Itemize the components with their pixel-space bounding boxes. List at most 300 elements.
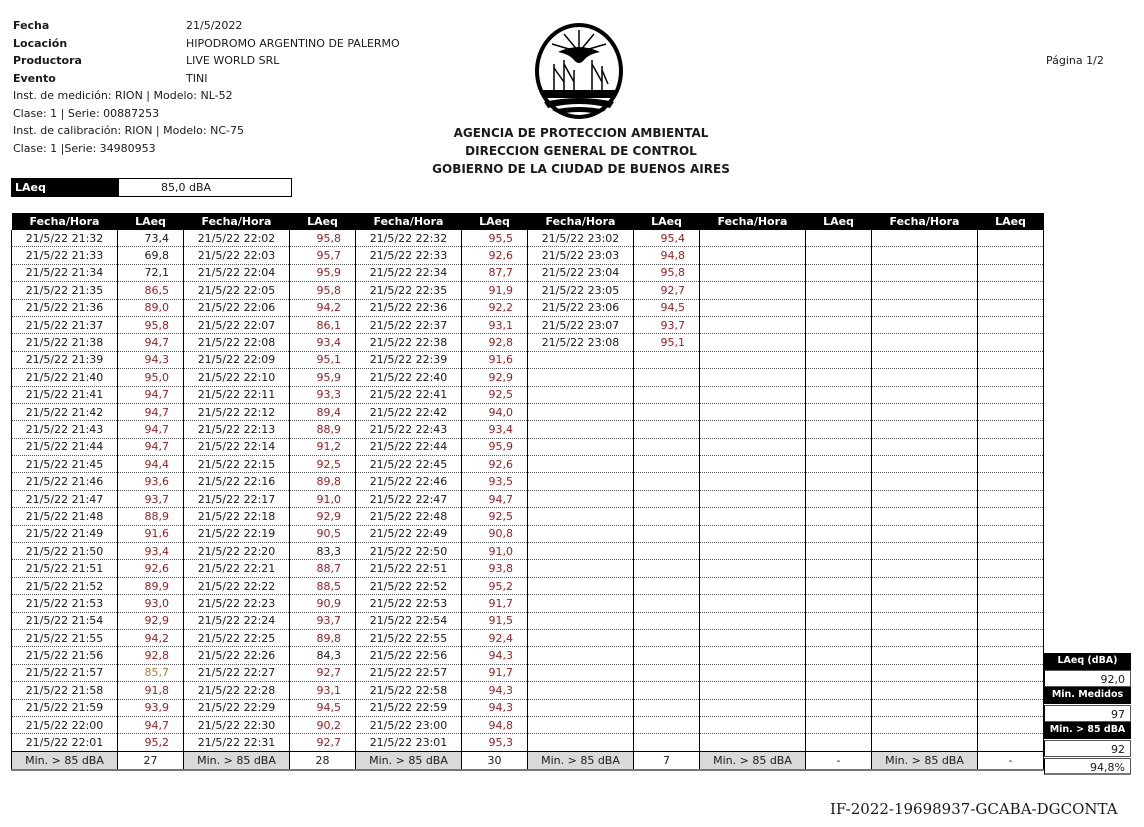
laeq-cell: 92,8 bbox=[462, 334, 528, 351]
laeq-cell: 94,8 bbox=[462, 716, 528, 733]
datetime-cell: 21/5/22 22:37 bbox=[356, 316, 462, 333]
laeq-cell: 95,8 bbox=[118, 316, 184, 333]
datetime-cell: 21/5/22 22:16 bbox=[184, 473, 290, 490]
min-above-count: 27 bbox=[118, 751, 184, 770]
datetime-cell: 21/5/22 23:05 bbox=[528, 282, 634, 299]
laeq-total-label: LAeq (dBA) bbox=[1044, 653, 1131, 670]
min-above-count: 30 bbox=[462, 751, 528, 770]
datetime-cell bbox=[700, 403, 806, 420]
min-above-label: Min. > 85 dBA bbox=[528, 751, 634, 770]
table-row bbox=[12, 438, 1044, 455]
laeq-cell: 93,4 bbox=[118, 543, 184, 560]
datetime-cell bbox=[528, 647, 634, 664]
datetime-cell: 21/5/22 21:48 bbox=[12, 508, 118, 525]
datetime-cell: 21/5/22 21:52 bbox=[12, 577, 118, 594]
laeq-cell: 93,7 bbox=[290, 612, 356, 629]
buenos-aires-coat-of-arms-icon bbox=[534, 22, 624, 120]
table-row bbox=[12, 734, 1044, 751]
laeq-cell bbox=[806, 316, 872, 333]
min-above-count: - bbox=[978, 751, 1044, 770]
datetime-cell: 21/5/22 22:46 bbox=[356, 473, 462, 490]
datetime-cell: 21/5/22 22:43 bbox=[356, 421, 462, 438]
datetime-cell: 21/5/22 22:27 bbox=[184, 664, 290, 681]
datetime-cell: 21/5/22 21:51 bbox=[12, 560, 118, 577]
table-row bbox=[12, 490, 1044, 507]
min-above-count: - bbox=[806, 751, 872, 770]
table-row bbox=[12, 682, 1044, 699]
mangrullo-box bbox=[11, 178, 292, 211]
datetime-cell: 21/5/22 22:14 bbox=[184, 438, 290, 455]
datetime-cell: 21/5/22 23:07 bbox=[528, 316, 634, 333]
datetime-cell bbox=[872, 577, 978, 594]
laeq-cell: 85,7 bbox=[118, 664, 184, 681]
datetime-cell: 21/5/22 23:01 bbox=[356, 734, 462, 751]
instrument-line: Clase: 1 | Serie: 00887253 bbox=[13, 106, 160, 120]
laeq-cell: 92,5 bbox=[290, 456, 356, 473]
column-header-laeq: LAeq bbox=[290, 213, 356, 230]
laeq-cell: 89,9 bbox=[118, 577, 184, 594]
laeq-cell bbox=[806, 716, 872, 733]
laeq-cell bbox=[978, 508, 1044, 525]
laeq-cell bbox=[634, 508, 700, 525]
laeq-cell: 87,7 bbox=[462, 264, 528, 281]
laeq-cell bbox=[634, 456, 700, 473]
datetime-cell bbox=[700, 264, 806, 281]
laeq-cell: 72,1 bbox=[118, 264, 184, 281]
info-productora: Productora LIVE WORLD SRL bbox=[13, 54, 280, 67]
laeq-cell: 90,2 bbox=[290, 716, 356, 733]
laeq-cell bbox=[806, 508, 872, 525]
column-header-datetime: Fecha/Hora bbox=[528, 213, 634, 230]
laeq-cell: 93,0 bbox=[118, 595, 184, 612]
laeq-cell: 92,5 bbox=[462, 386, 528, 403]
datetime-cell bbox=[700, 577, 806, 594]
laeq-cell: 90,9 bbox=[290, 595, 356, 612]
datetime-cell bbox=[700, 334, 806, 351]
datetime-cell: 21/5/22 22:38 bbox=[356, 334, 462, 351]
laeq-cell: 94,4 bbox=[118, 456, 184, 473]
laeq-cell: 94,7 bbox=[462, 490, 528, 507]
datetime-cell bbox=[528, 508, 634, 525]
laeq-cell bbox=[806, 247, 872, 264]
datetime-cell: 21/5/22 21:40 bbox=[12, 369, 118, 386]
table-row bbox=[12, 543, 1044, 560]
datetime-cell: 21/5/22 21:49 bbox=[12, 525, 118, 542]
datetime-cell: 21/5/22 22:05 bbox=[184, 282, 290, 299]
table-row bbox=[12, 334, 1044, 351]
laeq-cell bbox=[806, 299, 872, 316]
datetime-cell: 21/5/22 22:39 bbox=[356, 351, 462, 368]
laeq-cell: 89,8 bbox=[290, 473, 356, 490]
datetime-cell bbox=[700, 473, 806, 490]
laeq-cell bbox=[634, 421, 700, 438]
datetime-cell: 21/5/22 21:50 bbox=[12, 543, 118, 560]
datetime-cell bbox=[528, 386, 634, 403]
datetime-cell: 21/5/22 22:58 bbox=[356, 682, 462, 699]
laeq-cell bbox=[978, 682, 1044, 699]
table-row bbox=[12, 664, 1044, 681]
datetime-cell: 21/5/22 22:34 bbox=[356, 264, 462, 281]
laeq-cell: 92,9 bbox=[290, 508, 356, 525]
datetime-cell: 21/5/22 22:44 bbox=[356, 438, 462, 455]
table-row bbox=[12, 629, 1044, 646]
laeq-cell bbox=[634, 647, 700, 664]
min-above-label: Min. > 85 dBA bbox=[700, 751, 806, 770]
datetime-cell bbox=[528, 629, 634, 646]
laeq-cell bbox=[978, 647, 1044, 664]
datetime-cell: 21/5/22 22:19 bbox=[184, 525, 290, 542]
laeq-cell: 94,2 bbox=[118, 629, 184, 646]
datetime-cell bbox=[700, 560, 806, 577]
datetime-cell: 21/5/22 22:55 bbox=[356, 629, 462, 646]
datetime-cell bbox=[700, 682, 806, 699]
column-header-datetime: Fecha/Hora bbox=[872, 213, 978, 230]
laeq-cell: 93,9 bbox=[118, 699, 184, 716]
laeq-cell: 93,5 bbox=[462, 473, 528, 490]
datetime-cell: 21/5/22 21:46 bbox=[12, 473, 118, 490]
laeq-cell: 91,0 bbox=[290, 490, 356, 507]
datetime-cell: 21/5/22 22:41 bbox=[356, 386, 462, 403]
datetime-cell: 21/5/22 22:57 bbox=[356, 664, 462, 681]
table-row bbox=[12, 351, 1044, 368]
laeq-cell: 93,6 bbox=[118, 473, 184, 490]
column-header-datetime: Fecha/Hora bbox=[184, 213, 290, 230]
datetime-cell bbox=[872, 664, 978, 681]
datetime-cell bbox=[528, 473, 634, 490]
laeq-cell: 95,8 bbox=[290, 282, 356, 299]
datetime-cell bbox=[528, 403, 634, 420]
laeq-cell: 91,8 bbox=[118, 682, 184, 699]
laeq-cell: 94,8 bbox=[634, 247, 700, 264]
laeq-cell bbox=[978, 316, 1044, 333]
laeq-cell: 93,7 bbox=[634, 316, 700, 333]
laeq-cell: 95,9 bbox=[462, 438, 528, 455]
laeq-cell bbox=[634, 386, 700, 403]
laeq-cell: 89,0 bbox=[118, 299, 184, 316]
datetime-cell bbox=[528, 490, 634, 507]
laeq-cell: 94,7 bbox=[118, 438, 184, 455]
laeq-cell bbox=[978, 612, 1044, 629]
laeq-cell bbox=[634, 612, 700, 629]
laeq-cell: 69,8 bbox=[118, 247, 184, 264]
datetime-cell: 21/5/22 22:28 bbox=[184, 682, 290, 699]
datetime-cell bbox=[700, 734, 806, 751]
table-row bbox=[12, 369, 1044, 386]
laeq-cell bbox=[806, 734, 872, 751]
datetime-cell: 21/5/22 22:48 bbox=[356, 508, 462, 525]
laeq-cell bbox=[806, 438, 872, 455]
datetime-cell bbox=[700, 647, 806, 664]
datetime-cell bbox=[700, 230, 806, 247]
laeq-cell: 94,5 bbox=[290, 699, 356, 716]
datetime-cell bbox=[700, 247, 806, 264]
datetime-cell: 21/5/22 23:02 bbox=[528, 230, 634, 247]
datetime-cell: 21/5/22 22:04 bbox=[184, 264, 290, 281]
datetime-cell: 21/5/22 22:52 bbox=[356, 577, 462, 594]
table-row bbox=[12, 316, 1044, 333]
datetime-cell bbox=[872, 560, 978, 577]
laeq-cell: 94,3 bbox=[462, 699, 528, 716]
laeq-cell: 94,0 bbox=[462, 403, 528, 420]
laeq-cell bbox=[806, 664, 872, 681]
laeq-cell: 93,1 bbox=[290, 682, 356, 699]
datetime-cell bbox=[872, 438, 978, 455]
datetime-cell bbox=[700, 525, 806, 542]
datetime-cell bbox=[872, 456, 978, 473]
datetime-cell: 21/5/22 21:42 bbox=[12, 403, 118, 420]
datetime-cell bbox=[872, 716, 978, 733]
laeq-cell: 94,7 bbox=[118, 386, 184, 403]
laeq-cell bbox=[978, 282, 1044, 299]
laeq-cell bbox=[806, 421, 872, 438]
laeq-cell bbox=[806, 334, 872, 351]
laeq-cell bbox=[634, 595, 700, 612]
table-row bbox=[12, 264, 1044, 281]
laeq-cell: 73,4 bbox=[118, 230, 184, 247]
minutes-above-percent: 94,8% bbox=[1044, 758, 1131, 775]
datetime-cell bbox=[872, 421, 978, 438]
laeq-cell: 93,4 bbox=[462, 421, 528, 438]
datetime-cell: 21/5/22 21:56 bbox=[12, 647, 118, 664]
laeq-cell: 91,7 bbox=[462, 595, 528, 612]
laeq-cell: 92,4 bbox=[462, 629, 528, 646]
datetime-cell: 21/5/22 21:58 bbox=[12, 682, 118, 699]
datetime-cell: 21/5/22 23:04 bbox=[528, 264, 634, 281]
laeq-cell: 95,4 bbox=[634, 230, 700, 247]
laeq-cell: 83,3 bbox=[290, 543, 356, 560]
datetime-cell: 21/5/22 21:33 bbox=[12, 247, 118, 264]
datetime-cell bbox=[528, 456, 634, 473]
datetime-cell bbox=[872, 316, 978, 333]
laeq-cell bbox=[978, 699, 1044, 716]
minutes-above-label: Min. > 85 dBA bbox=[1044, 722, 1131, 739]
table-row bbox=[12, 508, 1044, 525]
laeq-cell bbox=[634, 438, 700, 455]
laeq-cell: 86,1 bbox=[290, 316, 356, 333]
datetime-cell bbox=[872, 369, 978, 386]
table-row bbox=[12, 282, 1044, 299]
datetime-cell: 21/5/22 23:00 bbox=[356, 716, 462, 733]
datetime-cell bbox=[700, 386, 806, 403]
laeq-cell bbox=[978, 456, 1044, 473]
datetime-cell bbox=[872, 247, 978, 264]
column-header-laeq: LAeq bbox=[634, 213, 700, 230]
laeq-cell: 94,7 bbox=[118, 403, 184, 420]
laeq-cell bbox=[634, 473, 700, 490]
laeq-cell bbox=[978, 490, 1044, 507]
laeq-cell bbox=[634, 682, 700, 699]
laeq-cell: 89,4 bbox=[290, 403, 356, 420]
laeq-cell: 91,0 bbox=[462, 543, 528, 560]
laeq-cell: 93,8 bbox=[462, 560, 528, 577]
datetime-cell bbox=[700, 716, 806, 733]
datetime-cell: 21/5/22 21:43 bbox=[12, 421, 118, 438]
laeq-cell bbox=[634, 577, 700, 594]
datetime-cell bbox=[700, 508, 806, 525]
datetime-cell: 21/5/22 22:59 bbox=[356, 699, 462, 716]
datetime-cell bbox=[872, 490, 978, 507]
laeq-cell bbox=[806, 282, 872, 299]
laeq-cell bbox=[978, 438, 1044, 455]
datetime-cell: 21/5/22 21:44 bbox=[12, 438, 118, 455]
laeq-cell: 93,4 bbox=[290, 334, 356, 351]
datetime-cell: 21/5/22 21:35 bbox=[12, 282, 118, 299]
laeq-cell: 88,5 bbox=[290, 577, 356, 594]
datetime-cell: 21/5/22 22:02 bbox=[184, 230, 290, 247]
datetime-cell: 21/5/22 21:59 bbox=[12, 699, 118, 716]
datetime-cell: 21/5/22 22:50 bbox=[356, 543, 462, 560]
laeq-cell: 95,5 bbox=[462, 230, 528, 247]
laeq-cell bbox=[978, 473, 1044, 490]
datetime-cell: 21/5/22 22:20 bbox=[184, 543, 290, 560]
table-row bbox=[12, 403, 1044, 420]
laeq-cell bbox=[806, 264, 872, 281]
datetime-cell: 21/5/22 22:36 bbox=[356, 299, 462, 316]
laeq-cell bbox=[806, 525, 872, 542]
datetime-cell: 21/5/22 22:51 bbox=[356, 560, 462, 577]
laeq-cell bbox=[978, 264, 1044, 281]
column-header-laeq: LAeq bbox=[978, 213, 1044, 230]
laeq-cell bbox=[634, 351, 700, 368]
datetime-cell bbox=[872, 230, 978, 247]
datetime-cell bbox=[872, 647, 978, 664]
datetime-cell: 21/5/22 22:01 bbox=[12, 734, 118, 751]
datetime-cell: 21/5/22 22:24 bbox=[184, 612, 290, 629]
instrument-line: Inst. de calibración: RION | Modelo: NC-75 bbox=[13, 124, 244, 137]
table-row bbox=[12, 299, 1044, 316]
datetime-cell bbox=[700, 282, 806, 299]
agency-name bbox=[420, 124, 742, 178]
laeq-cell: 95,1 bbox=[634, 334, 700, 351]
table-row bbox=[12, 577, 1044, 594]
datetime-cell: 21/5/22 22:08 bbox=[184, 334, 290, 351]
laeq-cell bbox=[806, 629, 872, 646]
datetime-cell: 21/5/22 22:32 bbox=[356, 230, 462, 247]
datetime-cell: 21/5/22 21:55 bbox=[12, 629, 118, 646]
datetime-cell: 21/5/22 22:42 bbox=[356, 403, 462, 420]
laeq-cell: 92,6 bbox=[462, 456, 528, 473]
laeq-cell: 91,6 bbox=[462, 351, 528, 368]
min-above-label: Min. > 85 dBA bbox=[12, 751, 118, 770]
datetime-cell bbox=[528, 734, 634, 751]
laeq-cell bbox=[978, 716, 1044, 733]
laeq-cell: 94,3 bbox=[118, 351, 184, 368]
summary-row bbox=[12, 751, 1044, 770]
laeq-cell: 91,5 bbox=[462, 612, 528, 629]
datetime-cell bbox=[528, 682, 634, 699]
datetime-cell bbox=[528, 699, 634, 716]
laeq-cell: 95,8 bbox=[290, 230, 356, 247]
datetime-cell bbox=[700, 629, 806, 646]
table-row bbox=[12, 230, 1044, 247]
datetime-cell bbox=[528, 595, 634, 612]
datetime-cell: 21/5/22 22:21 bbox=[184, 560, 290, 577]
datetime-cell: 21/5/22 22:18 bbox=[184, 508, 290, 525]
laeq-cell bbox=[978, 543, 1044, 560]
datetime-cell: 21/5/22 22:25 bbox=[184, 629, 290, 646]
datetime-cell bbox=[872, 334, 978, 351]
document-id: IF-2022-19698937-GCABA-DGCONTA bbox=[830, 800, 1118, 818]
measurements-table bbox=[11, 213, 1044, 771]
datetime-cell: 21/5/22 21:34 bbox=[12, 264, 118, 281]
datetime-cell bbox=[872, 525, 978, 542]
laeq-cell: 95,9 bbox=[290, 264, 356, 281]
datetime-cell bbox=[700, 438, 806, 455]
laeq-cell bbox=[634, 403, 700, 420]
min-above-label: Min. > 85 dBA bbox=[184, 751, 290, 770]
datetime-cell: 21/5/22 22:35 bbox=[356, 282, 462, 299]
laeq-cell: 95,8 bbox=[634, 264, 700, 281]
datetime-cell: 21/5/22 21:37 bbox=[12, 316, 118, 333]
datetime-cell: 21/5/22 21:32 bbox=[12, 230, 118, 247]
measurement-info bbox=[13, 17, 400, 157]
datetime-cell bbox=[700, 664, 806, 681]
instrument-line: Clase: 1 |Serie: 34980953 bbox=[13, 141, 156, 155]
datetime-cell: 21/5/22 22:17 bbox=[184, 490, 290, 507]
laeq-cell: 94,3 bbox=[462, 682, 528, 699]
datetime-cell: 21/5/22 22:29 bbox=[184, 699, 290, 716]
datetime-cell bbox=[872, 264, 978, 281]
datetime-cell bbox=[700, 543, 806, 560]
datetime-cell: 21/5/22 22:22 bbox=[184, 577, 290, 594]
laeq-cell: 93,1 bbox=[462, 316, 528, 333]
laeq-cell bbox=[978, 664, 1044, 681]
laeq-cell: 92,9 bbox=[462, 369, 528, 386]
datetime-cell bbox=[872, 734, 978, 751]
datetime-cell bbox=[872, 351, 978, 368]
column-header-datetime: Fecha/Hora bbox=[700, 213, 806, 230]
table-row bbox=[12, 560, 1044, 577]
datetime-cell bbox=[528, 543, 634, 560]
datetime-cell: 21/5/22 22:30 bbox=[184, 716, 290, 733]
laeq-cell bbox=[806, 647, 872, 664]
datetime-cell: 21/5/22 22:40 bbox=[356, 369, 462, 386]
datetime-cell bbox=[700, 316, 806, 333]
laeq-cell: 92,8 bbox=[118, 647, 184, 664]
table-row bbox=[12, 647, 1044, 664]
table-row bbox=[12, 386, 1044, 403]
datetime-cell bbox=[872, 629, 978, 646]
datetime-cell bbox=[872, 403, 978, 420]
datetime-cell bbox=[700, 456, 806, 473]
laeq-cell bbox=[806, 230, 872, 247]
laeq-cell: 92,9 bbox=[118, 612, 184, 629]
agency-line: AGENCIA DE PROTECCION AMBIENTAL bbox=[453, 126, 709, 140]
datetime-cell bbox=[528, 525, 634, 542]
table-row bbox=[12, 473, 1044, 490]
datetime-cell: 21/5/22 22:09 bbox=[184, 351, 290, 368]
laeq-cell bbox=[978, 629, 1044, 646]
datetime-cell bbox=[700, 299, 806, 316]
instrument-line: Inst. de medición: RION | Modelo: NL-52 bbox=[13, 89, 233, 102]
min-above-count: 28 bbox=[290, 751, 356, 770]
datetime-cell: 21/5/22 22:07 bbox=[184, 316, 290, 333]
table-row bbox=[12, 612, 1044, 629]
datetime-cell bbox=[872, 682, 978, 699]
datetime-cell: 21/5/22 22:23 bbox=[184, 595, 290, 612]
datetime-cell bbox=[700, 351, 806, 368]
laeq-cell bbox=[978, 595, 1044, 612]
laeq-cell: 91,9 bbox=[462, 282, 528, 299]
column-header-datetime: Fecha/Hora bbox=[356, 213, 462, 230]
laeq-cell: 93,3 bbox=[290, 386, 356, 403]
column-header-laeq: LAeq bbox=[462, 213, 528, 230]
datetime-cell: 21/5/22 22:00 bbox=[12, 716, 118, 733]
laeq-cell bbox=[978, 525, 1044, 542]
laeq-cell: 94,7 bbox=[118, 421, 184, 438]
datetime-cell: 21/5/22 22:54 bbox=[356, 612, 462, 629]
datetime-cell bbox=[528, 438, 634, 455]
